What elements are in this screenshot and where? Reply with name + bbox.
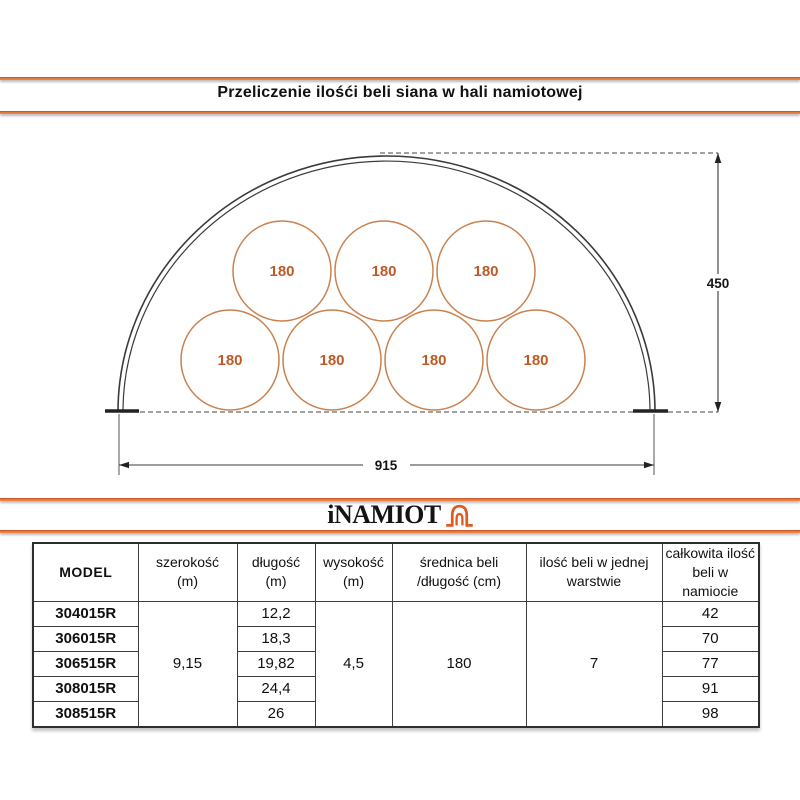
title-bottom-divider [0, 111, 800, 114]
model-cell: 306015R [33, 626, 138, 651]
bale-diameter-label: 180 [371, 263, 397, 280]
header-line: (m) [265, 573, 287, 590]
header-line: długość [251, 554, 301, 571]
ilosc-warstwa-cell: 7 [526, 601, 662, 727]
width-dim-label: 915 [374, 458, 398, 473]
dlugosc-cell: 24,4 [237, 676, 315, 701]
table-row [33, 601, 759, 626]
col-header-szerokosc [138, 543, 237, 601]
tent-icon-door [456, 514, 462, 525]
top-divider [0, 77, 800, 80]
calkowita-cell: 98 [662, 701, 759, 727]
tent-icon [446, 502, 473, 528]
height-dimension [696, 153, 740, 412]
col-header-dlugosc [237, 543, 315, 601]
arrow-down-icon [715, 402, 722, 412]
tent-icon-outer [447, 506, 471, 525]
header-line: całkowita ilość [665, 545, 755, 561]
header-line: szerokość [155, 554, 220, 571]
col-header-model [33, 543, 138, 601]
model-cell: 308515R [33, 701, 138, 727]
model-cell: 306515R [33, 651, 138, 676]
bale-diameter-label: 180 [421, 352, 447, 369]
arrow-up-icon [715, 153, 722, 163]
calkowita-cell: 91 [662, 676, 759, 701]
model-cell: 304015R [33, 601, 138, 626]
width-dimension [119, 414, 654, 475]
header-row [33, 543, 759, 601]
wysokosc-cell: 4,5 [315, 601, 392, 727]
calkowita-cell: 42 [662, 601, 759, 626]
col-header-wysokosc [315, 543, 392, 601]
dlugosc-cell: 19,82 [237, 651, 315, 676]
height-dim-label: 450 [706, 276, 730, 291]
brand-logo-text: iNAMIOT [327, 500, 441, 529]
bale-diameter-label: 180 [319, 352, 345, 369]
header-line: beli w namiocie [682, 563, 739, 599]
page-title: Przeliczenie ilośći beli siana w hali namiotowej [217, 84, 583, 101]
bale-spec-table [32, 542, 760, 728]
header-line: warstwie [566, 573, 622, 590]
arrow-right-icon [644, 462, 654, 468]
header-line: wysokość [323, 554, 384, 571]
bale-row-bottom [181, 310, 585, 410]
szerokosc-cell: 9,15 [138, 601, 237, 727]
brand-logo [0, 500, 800, 530]
header-line: ilość beli w jednej [539, 554, 649, 571]
dlugosc-cell: 18,3 [237, 626, 315, 651]
model-cell: 308015R [33, 676, 138, 701]
bale-diameter-label: 180 [473, 263, 499, 280]
header-line: (m) [343, 573, 364, 590]
header-line: średnica beli [419, 554, 499, 571]
calkowita-cell: 70 [662, 626, 759, 651]
arrow-left-icon [119, 462, 129, 468]
dlugosc-cell: 26 [237, 701, 315, 727]
calkowita-cell: 77 [662, 651, 759, 676]
bale-diameter-label: 180 [269, 263, 295, 280]
logo-bottom-divider [0, 530, 800, 533]
col-header-calkowita [662, 543, 759, 601]
bale-row-top [233, 221, 535, 321]
srednica-cell: 180 [392, 601, 526, 727]
col-header-ilosc-warstwa [526, 543, 662, 601]
dlugosc-cell: 12,2 [237, 601, 315, 626]
bale-diameter-label: 180 [523, 352, 549, 369]
bale-diameter-label: 180 [217, 352, 243, 369]
tent-cross-section-diagram [80, 135, 760, 485]
header-line: /długość (cm) [416, 573, 502, 590]
header-line: (m) [177, 573, 198, 590]
col-header-srednica [392, 543, 526, 601]
header-line: MODEL [59, 563, 113, 580]
